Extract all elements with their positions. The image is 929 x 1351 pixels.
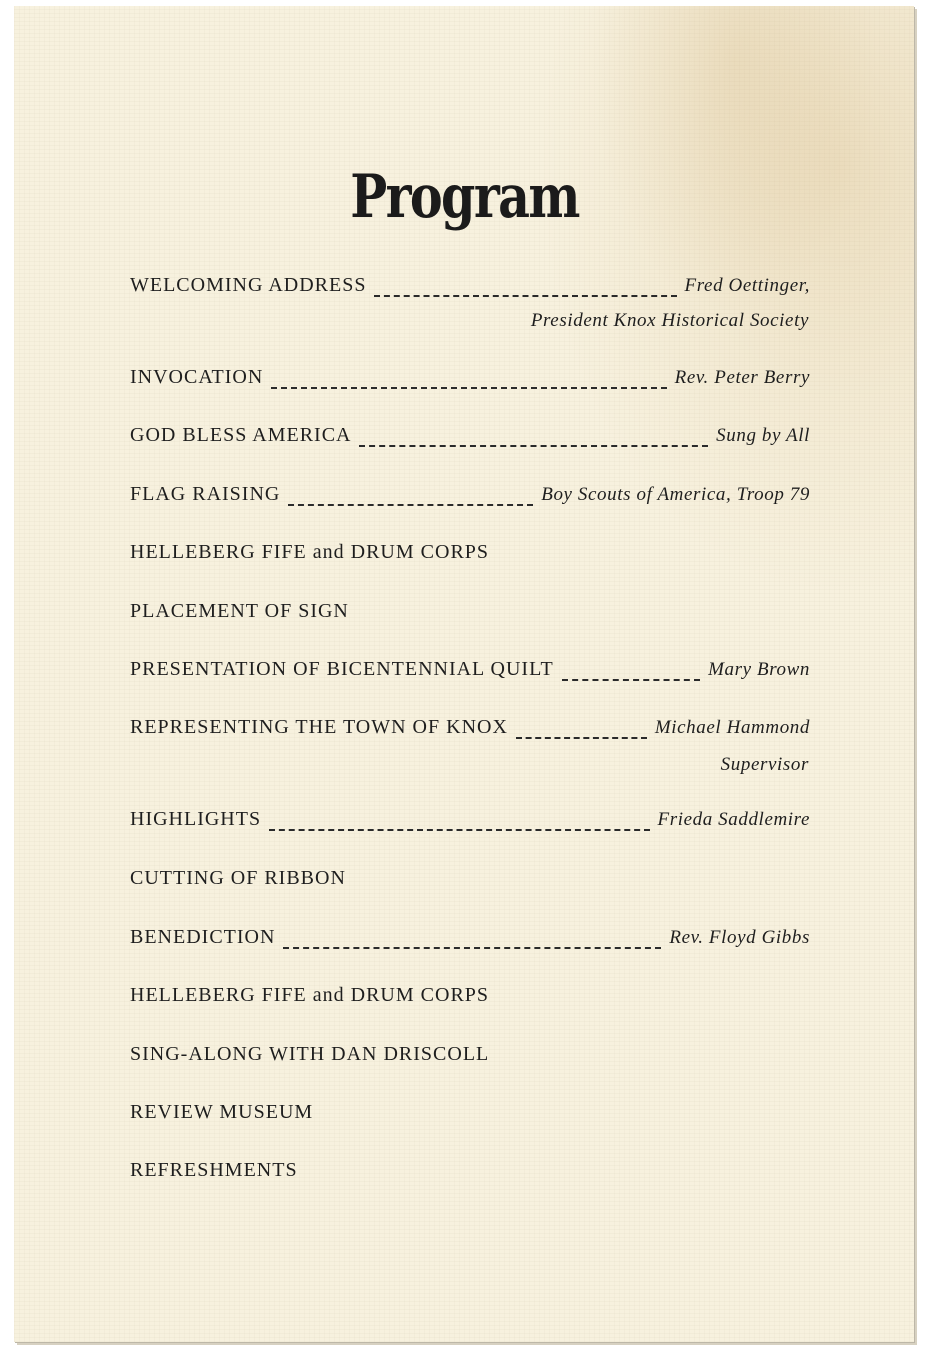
program-item-flag-raising	[130, 483, 810, 513]
item-label: REFRESHMENTS	[130, 1159, 298, 1181]
item-performer: Boy Scouts of America, Troop 79	[541, 484, 810, 505]
program-item-benediction	[130, 926, 810, 956]
program-item-god-bless-america	[130, 424, 810, 454]
item-performer: Frieda Saddlemire	[657, 809, 810, 830]
item-label: HELLEBERG FIFE and DRUM CORPS	[130, 984, 490, 1006]
program-title: Program	[350, 162, 579, 232]
program-item-placement-of-sign	[130, 600, 810, 630]
item-performer: Fred Oettinger,	[684, 275, 810, 296]
program-item-sing-along	[130, 1043, 810, 1073]
item-label: REVIEW MUSEUM	[130, 1101, 314, 1123]
item-performer: Sung by All	[716, 425, 810, 446]
program-item-welcoming-address	[130, 274, 810, 304]
item-performer-line2: President Knox Historical Society	[530, 310, 809, 331]
item-label: BENEDICTION	[130, 926, 276, 948]
program-item-invocation	[130, 366, 810, 396]
item-label: PLACEMENT OF SIGN	[130, 600, 349, 622]
program-item-quilt	[130, 658, 810, 688]
item-label: PRESENTATION OF BICENTENNIAL QUILT	[130, 658, 554, 680]
item-performer: Mary Brown	[708, 659, 810, 680]
program-item-refreshments	[130, 1159, 810, 1189]
item-label: INVOCATION	[130, 366, 264, 388]
dotted-leader	[562, 679, 700, 681]
item-label: GOD BLESS AMERICA	[130, 424, 352, 446]
item-performer: Michael Hammond	[654, 717, 810, 738]
program-item-highlights	[130, 808, 810, 838]
item-label: HIGHLIGHTS	[130, 808, 262, 830]
item-label: SING-ALONG WITH DAN DRISCOLL	[130, 1043, 490, 1065]
item-label: HELLEBERG FIFE and DRUM CORPS	[130, 541, 490, 563]
dotted-leader	[271, 387, 666, 389]
item-performer: Rev. Peter Berry	[674, 367, 810, 388]
item-label: CUTTING OF RIBBON	[130, 867, 346, 889]
item-performer-line2: Supervisor	[720, 754, 809, 775]
dotted-leader	[269, 829, 649, 831]
item-performer: Rev. Floyd Gibbs	[669, 927, 810, 948]
item-label: FLAG RAISING	[130, 483, 281, 505]
item-label: WELCOMING ADDRESS	[130, 274, 367, 296]
program-item-town-of-knox	[130, 716, 810, 746]
dotted-leader	[374, 295, 676, 297]
dotted-leader	[516, 737, 647, 739]
program-item-review-museum	[130, 1101, 810, 1131]
dotted-leader	[283, 947, 661, 949]
program-item-fife-drum-1	[130, 541, 810, 571]
dotted-leader	[359, 445, 708, 447]
program-item-cutting-of-ribbon	[130, 867, 810, 897]
program-item-fife-drum-2	[130, 984, 810, 1014]
dotted-leader	[288, 504, 533, 506]
item-label: REPRESENTING THE TOWN OF KNOX	[130, 716, 508, 738]
